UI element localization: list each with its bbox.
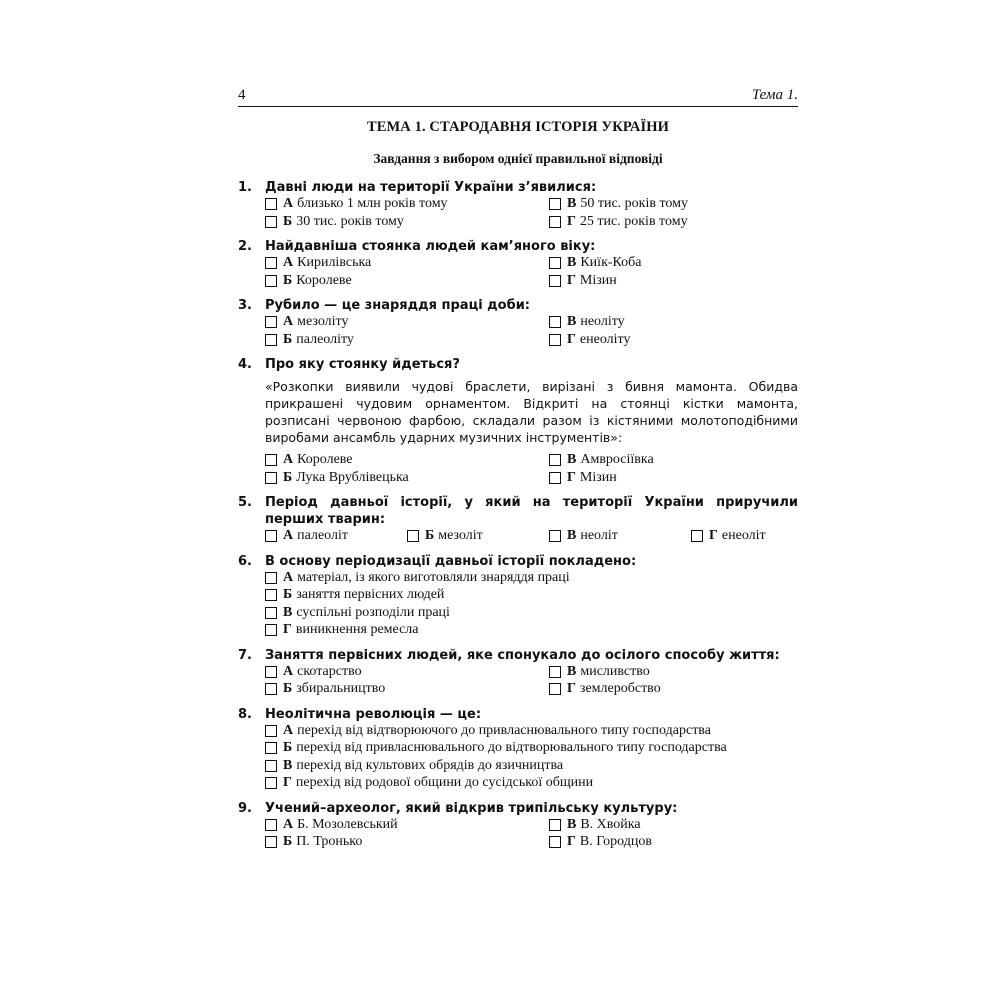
document-page	[238, 86, 798, 859]
option-letter: Г	[567, 681, 576, 696]
answer-checkbox[interactable]	[549, 666, 561, 678]
question-1	[238, 179, 798, 230]
answer-option	[265, 470, 549, 487]
answer-checkbox[interactable]	[265, 530, 277, 542]
answer-checkbox[interactable]	[549, 257, 561, 269]
answer-option	[549, 273, 798, 290]
option-text: перехід від родової общини до сусідської общини	[295, 775, 594, 790]
option-letter: Б	[425, 528, 435, 543]
option-text: перехід від культових обрядів до язичництва	[296, 757, 564, 773]
answer-option	[549, 314, 798, 331]
answer-checkbox[interactable]	[265, 624, 277, 636]
answer-checkbox[interactable]	[265, 607, 277, 619]
answer-option	[265, 332, 549, 349]
answer-checkbox[interactable]	[407, 530, 419, 542]
answer-checkbox[interactable]	[549, 683, 561, 695]
option-text: Лука Врублівецька	[296, 469, 409, 485]
question-number: 5.	[238, 495, 252, 510]
question-heading	[238, 179, 798, 196]
answer-option	[265, 273, 549, 290]
option-letter: Г	[567, 469, 576, 485]
option-letter: В	[567, 196, 577, 211]
option-text: П. Тронько	[296, 834, 363, 849]
question-quote: «Розкопки виявили чудові браслети, вирізані з бивня мамонта. Обидва прикрашені чудовим орнаментом. Відкриті на стоянці кістки мамонта, розписані червоною фарбою, складали разом із кістяними молотоподібними виробами ансамбль ударних музичних інструментів»:	[265, 379, 798, 445]
option-text: Киїк-Коба	[580, 255, 642, 270]
question-text: Про яку стоянку йдеться?	[265, 357, 460, 372]
question-heading	[238, 238, 798, 255]
option-letter: В	[567, 452, 577, 467]
answer-checkbox[interactable]	[265, 572, 277, 584]
answer-checkbox[interactable]	[549, 819, 561, 831]
question-number: 4.	[238, 357, 252, 372]
option-text: 25 тис. років тому	[579, 213, 688, 229]
answer-option	[265, 622, 798, 639]
option-text: Мізин	[579, 272, 617, 288]
option-letter: Г	[283, 775, 292, 790]
answer-options	[265, 196, 798, 230]
section-subtitle: Завдання з вибором однієї правильної відповіді	[373, 151, 663, 166]
answer-option	[265, 740, 798, 757]
answer-options	[265, 570, 798, 639]
option-letter: А	[283, 569, 294, 585]
option-letter: Б	[283, 272, 293, 288]
option-text: Б. Мозолевський	[297, 816, 398, 832]
option-letter: Б	[283, 681, 293, 696]
answer-option	[265, 681, 549, 698]
answer-option	[265, 605, 798, 622]
option-text: матеріал, із якого виготовляли знаряддя праці	[297, 569, 570, 585]
question-heading	[238, 297, 798, 314]
question-number: 3.	[238, 298, 252, 313]
question-text: Неолітична революція — це:	[265, 706, 482, 722]
answer-option	[549, 664, 798, 681]
answer-options	[265, 255, 798, 289]
question-7	[238, 647, 798, 698]
answer-option	[265, 314, 549, 331]
option-text: виникнення ремесла	[295, 622, 419, 637]
option-text: збиральництво	[296, 681, 386, 696]
option-letter: Б	[283, 587, 293, 602]
question-heading	[238, 647, 798, 664]
question-number: 7.	[238, 647, 252, 663]
answer-option	[549, 452, 798, 469]
option-text: Королеве	[297, 452, 353, 467]
answer-checkbox[interactable]	[265, 275, 277, 287]
answer-checkbox[interactable]	[265, 777, 277, 789]
answer-option	[265, 255, 549, 272]
answer-checkbox[interactable]	[265, 589, 277, 601]
answer-option	[265, 570, 798, 587]
answer-checkbox[interactable]	[265, 819, 277, 831]
option-text: В. Хвойка	[580, 816, 641, 832]
question-heading	[238, 356, 798, 373]
answer-option	[265, 196, 549, 213]
question-text: Період давньої історії, у який на території України приручили перших тварин:	[265, 495, 798, 527]
option-text: енеоліту	[579, 331, 631, 347]
option-letter: Г	[709, 528, 718, 543]
question-text: Учений–археолог, який відкрив трипільську культуру:	[265, 800, 678, 816]
answer-option	[265, 758, 798, 775]
answer-option	[549, 834, 798, 851]
answer-checkbox[interactable]	[265, 836, 277, 848]
option-text: мисливство	[580, 663, 650, 679]
option-text: заняття первісних людей	[296, 587, 445, 602]
answer-options	[265, 664, 798, 698]
answer-option	[265, 587, 798, 604]
answer-option	[549, 817, 798, 834]
option-text: В. Городцов	[579, 834, 652, 849]
answer-option	[265, 664, 549, 681]
answer-checkbox[interactable]	[265, 316, 277, 328]
option-text: Амвросіївка	[580, 452, 654, 467]
answer-option	[549, 528, 691, 545]
question-5	[238, 494, 798, 545]
answer-options	[265, 452, 798, 486]
answer-option	[549, 332, 798, 349]
question-text: Давні люди на території України з’явилися:	[265, 180, 597, 195]
answer-checkbox[interactable]	[549, 316, 561, 328]
option-text: 30 тис. років тому	[296, 213, 404, 229]
answer-option	[549, 255, 798, 272]
question-6	[238, 553, 798, 639]
question-2	[238, 238, 798, 289]
question-4	[238, 356, 798, 486]
answer-option	[265, 452, 549, 469]
answer-checkbox[interactable]	[549, 275, 561, 287]
option-letter: А	[283, 722, 294, 738]
option-letter: А	[283, 255, 294, 270]
question-number: 2.	[238, 239, 252, 254]
option-letter: Г	[567, 834, 576, 849]
option-text: мезоліт	[438, 528, 483, 543]
answer-options	[265, 314, 798, 348]
option-letter: В	[567, 816, 577, 832]
option-text: скотарство	[297, 663, 362, 679]
answer-option	[407, 528, 549, 545]
option-text: близько 1 млн років тому	[297, 196, 448, 211]
question-heading	[238, 706, 798, 723]
answer-checkbox[interactable]	[265, 666, 277, 678]
answer-checkbox[interactable]	[265, 683, 277, 695]
question-number: 1.	[238, 180, 252, 195]
answer-checkbox[interactable]	[549, 334, 561, 346]
option-letter: В	[567, 255, 577, 270]
option-letter: А	[283, 528, 294, 543]
page-number: 4	[238, 87, 246, 103]
page-header	[238, 86, 798, 107]
option-text: енеоліт	[721, 528, 766, 543]
option-text: Королеве	[296, 272, 352, 288]
option-letter: А	[283, 452, 294, 467]
question-heading	[238, 800, 798, 817]
option-letter: Б	[283, 331, 293, 347]
option-letter: В	[283, 604, 293, 620]
answer-options	[265, 723, 798, 792]
option-text: мезоліту	[297, 314, 349, 329]
answer-checkbox[interactable]	[549, 454, 561, 466]
answer-checkbox[interactable]	[265, 257, 277, 269]
answer-option	[265, 834, 549, 851]
option-letter: А	[283, 663, 294, 679]
answer-checkbox[interactable]	[549, 836, 561, 848]
option-letter: Г	[567, 272, 576, 288]
answer-checkbox[interactable]	[549, 198, 561, 210]
answer-checkbox[interactable]	[265, 334, 277, 346]
question-text: В основу періодизації давньої історії покладено:	[265, 553, 637, 569]
answer-checkbox[interactable]	[265, 454, 277, 466]
option-text: землеробство	[579, 681, 661, 696]
option-letter: Г	[283, 622, 292, 637]
option-text: Кирилівська	[297, 255, 372, 270]
running-title: Тема 1.	[751, 87, 798, 103]
option-letter: Б	[283, 469, 293, 485]
question-9	[238, 800, 798, 851]
option-letter: А	[283, 816, 294, 832]
question-number: 8.	[238, 706, 252, 722]
question-text: Заняття первісних людей, яке спонукало до осілого способу життя:	[265, 647, 780, 663]
answer-option	[549, 214, 798, 231]
question-list	[238, 179, 798, 851]
answer-checkbox[interactable]	[265, 725, 277, 737]
option-text: перехід від відтворюючого до привласнювального типу господарства	[297, 722, 711, 738]
option-letter: В	[283, 757, 293, 773]
answer-option	[691, 528, 798, 545]
answer-checkbox[interactable]	[265, 742, 277, 754]
option-text: неоліту	[580, 314, 625, 329]
option-text: неоліт	[580, 528, 618, 543]
option-letter: Г	[567, 331, 576, 347]
question-heading	[238, 494, 798, 528]
answer-checkbox[interactable]	[265, 472, 277, 484]
question-8	[238, 706, 798, 792]
question-number: 6.	[238, 553, 252, 569]
answer-checkbox[interactable]	[691, 530, 703, 542]
answer-options	[265, 528, 798, 545]
option-letter: В	[567, 314, 577, 329]
option-text: Мізин	[579, 469, 617, 485]
answer-checkbox[interactable]	[549, 530, 561, 542]
answer-option	[549, 470, 798, 487]
answer-checkbox[interactable]	[265, 760, 277, 772]
option-letter: В	[567, 663, 577, 679]
answer-checkbox[interactable]	[549, 216, 561, 228]
section-title: ТЕМА 1. СТАРОДАВНЯ ІСТОРІЯ УКРАЇНИ	[366, 119, 670, 135]
option-text: палеоліт	[297, 528, 348, 543]
answer-checkbox[interactable]	[265, 216, 277, 228]
option-letter: Б	[283, 740, 293, 755]
answer-option	[265, 817, 549, 834]
answer-option	[265, 214, 549, 231]
answer-checkbox[interactable]	[265, 198, 277, 210]
answer-options	[265, 817, 798, 851]
question-text: Найдавніша стоянка людей кам’яного віку:	[265, 239, 596, 254]
option-letter: Г	[567, 213, 576, 229]
question-3	[238, 297, 798, 348]
answer-option	[265, 528, 407, 545]
answer-option	[265, 723, 798, 740]
answer-option	[265, 775, 798, 792]
option-text: 50 тис. років тому	[580, 196, 688, 211]
option-letter: Б	[283, 213, 293, 229]
question-number: 9.	[238, 800, 252, 816]
option-text: суспільні розподіли праці	[296, 604, 450, 620]
option-text: палеоліту	[296, 331, 354, 347]
question-text: Рубило — це знаряддя праці доби:	[265, 298, 530, 313]
option-text: перехід від привласнювального до відтворювального типу господарства	[296, 740, 727, 755]
answer-checkbox[interactable]	[549, 472, 561, 484]
answer-option	[549, 681, 798, 698]
option-letter: А	[283, 196, 294, 211]
option-letter: А	[283, 314, 294, 329]
option-letter: Б	[283, 834, 293, 849]
answer-option	[549, 196, 798, 213]
question-heading	[238, 553, 798, 570]
option-letter: В	[567, 528, 577, 543]
